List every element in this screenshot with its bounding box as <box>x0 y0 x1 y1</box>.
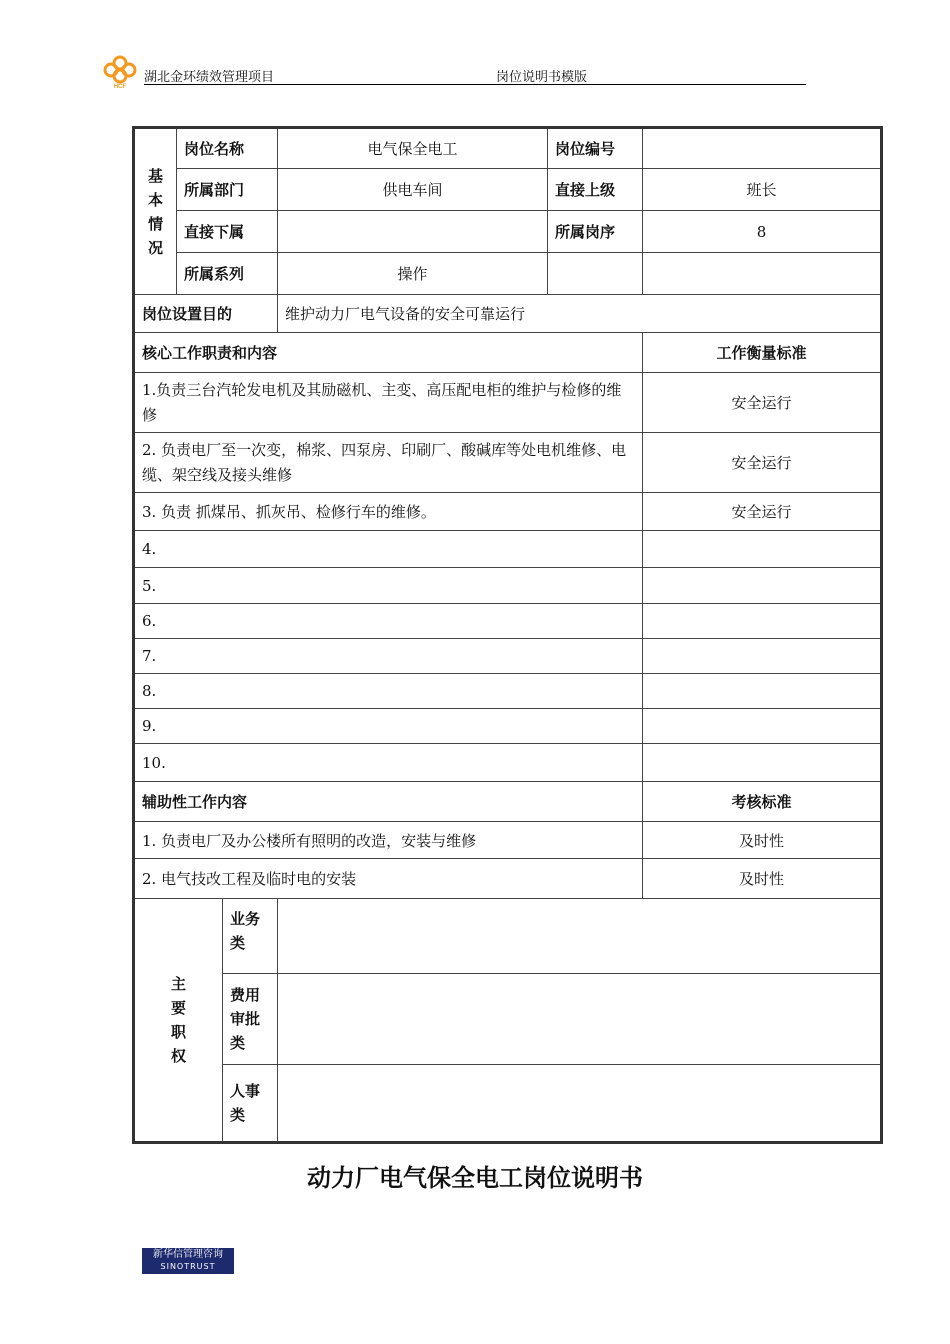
core-duty-text: 9. <box>134 709 643 744</box>
blank-cell <box>548 253 643 295</box>
core-duties-header: 核心工作职责和内容 <box>134 333 643 373</box>
table-row <box>134 744 882 782</box>
authority-row <box>134 1065 882 1143</box>
hcf-logo-icon <box>100 54 140 90</box>
value-rank: 8 <box>643 211 882 253</box>
aux-duty-text: 2. 电气技改工程及临时电的安装 <box>134 859 643 899</box>
core-duty-standard: 安全运行 <box>643 373 882 433</box>
core-duty-standard <box>643 744 882 782</box>
aux-duties-header: 辅助性工作内容 <box>134 782 643 822</box>
basic-section-label: 基本情况 <box>134 128 177 295</box>
table-row <box>134 493 882 531</box>
core-duty-text: 5. <box>134 568 643 604</box>
authority-type: 费用审批类 <box>223 974 278 1065</box>
core-standard-header: 工作衡量标准 <box>643 333 882 373</box>
header-divider <box>144 84 806 85</box>
basic-row <box>134 253 882 295</box>
job-description-table <box>132 126 883 1144</box>
label-supervisor: 直接上级 <box>548 169 643 211</box>
footer-logo-en: SINOTRUST <box>160 1262 216 1271</box>
basic-row <box>134 128 882 169</box>
authority-label: 主要职权 <box>134 899 223 1143</box>
label-department: 所属部门 <box>177 169 278 211</box>
table-row <box>134 709 882 744</box>
table-row <box>134 568 882 604</box>
aux-duty-standard: 及时性 <box>643 822 882 859</box>
core-duty-text: 1.负责三台汽轮发电机及其励磁机、主变、高压配电柜的维护与检修的维修 <box>134 373 643 433</box>
document-title: 动力厂电气保全电工岗位说明书 <box>307 1164 643 1192</box>
core-duty-standard <box>643 604 882 639</box>
page-header <box>100 54 806 90</box>
label-series: 所属系列 <box>177 253 278 295</box>
core-duty-text: 6. <box>134 604 643 639</box>
core-header-row <box>134 333 882 373</box>
authority-type: 业务类 <box>223 899 278 974</box>
sinotrust-logo <box>142 1248 234 1274</box>
core-duty-text: 2. 负责电厂至一次变，棉浆、四泵房、印刷厂、酸碱库等处电机维修、电缆、架空线及接头维修 <box>134 433 643 493</box>
value-subordinates <box>278 211 548 253</box>
core-duty-standard <box>643 709 882 744</box>
template-name: 岗位说明书模版 <box>496 70 588 85</box>
purpose-value: 维护动力厂电气设备的安全可靠运行 <box>278 295 882 333</box>
table-row <box>134 859 882 899</box>
table-row <box>134 822 882 859</box>
core-duty-standard <box>643 639 882 674</box>
value-job-code <box>643 128 882 169</box>
basic-row <box>134 169 882 211</box>
value-series: 操作 <box>278 253 548 295</box>
authority-type: 人事类 <box>223 1065 278 1143</box>
table-row <box>134 674 882 709</box>
aux-standard-header: 考核标准 <box>643 782 882 822</box>
core-duty-text: 3. 负责 抓煤吊、抓灰吊、检修行车的维修。 <box>134 493 643 531</box>
purpose-label: 岗位设置目的 <box>134 295 278 333</box>
authority-value <box>278 974 882 1065</box>
svg-text:HCF: HCF <box>113 84 127 90</box>
label-rank: 所属岗序 <box>548 211 643 253</box>
core-duty-text: 8. <box>134 674 643 709</box>
label-job-code: 岗位编号 <box>548 128 643 169</box>
purpose-row <box>134 295 882 333</box>
core-duty-text: 10. <box>134 744 643 782</box>
core-duty-standard: 安全运行 <box>643 433 882 493</box>
core-duty-text: 4. <box>134 531 643 568</box>
label-subordinates: 直接下属 <box>177 211 278 253</box>
table-row <box>134 373 882 433</box>
project-name: 湖北金环绩效管理项目 <box>144 70 275 85</box>
authority-row <box>134 899 882 974</box>
blank-cell <box>643 253 882 295</box>
aux-duty-standard: 及时性 <box>643 859 882 899</box>
core-duty-text: 7. <box>134 639 643 674</box>
authority-value <box>278 899 882 974</box>
authority-value <box>278 1065 882 1143</box>
authority-row <box>134 974 882 1065</box>
core-duty-standard <box>643 568 882 604</box>
table-row <box>134 639 882 674</box>
value-job-title: 电气保全电工 <box>278 128 548 169</box>
core-duty-standard <box>643 531 882 568</box>
basic-row <box>134 211 882 253</box>
table-row <box>134 433 882 493</box>
value-supervisor: 班长 <box>643 169 882 211</box>
aux-duty-text: 1. 负责电厂及办公楼所有照明的改造，安装与维修 <box>134 822 643 859</box>
core-duty-standard <box>643 674 882 709</box>
table-row <box>134 531 882 568</box>
core-duty-standard: 安全运行 <box>643 493 882 531</box>
label-job-title: 岗位名称 <box>177 128 278 169</box>
value-department: 供电车间 <box>278 169 548 211</box>
table-row <box>134 604 882 639</box>
aux-header-row <box>134 782 882 822</box>
footer-logo-cn: 新华信管理咨询 <box>153 1249 223 1260</box>
